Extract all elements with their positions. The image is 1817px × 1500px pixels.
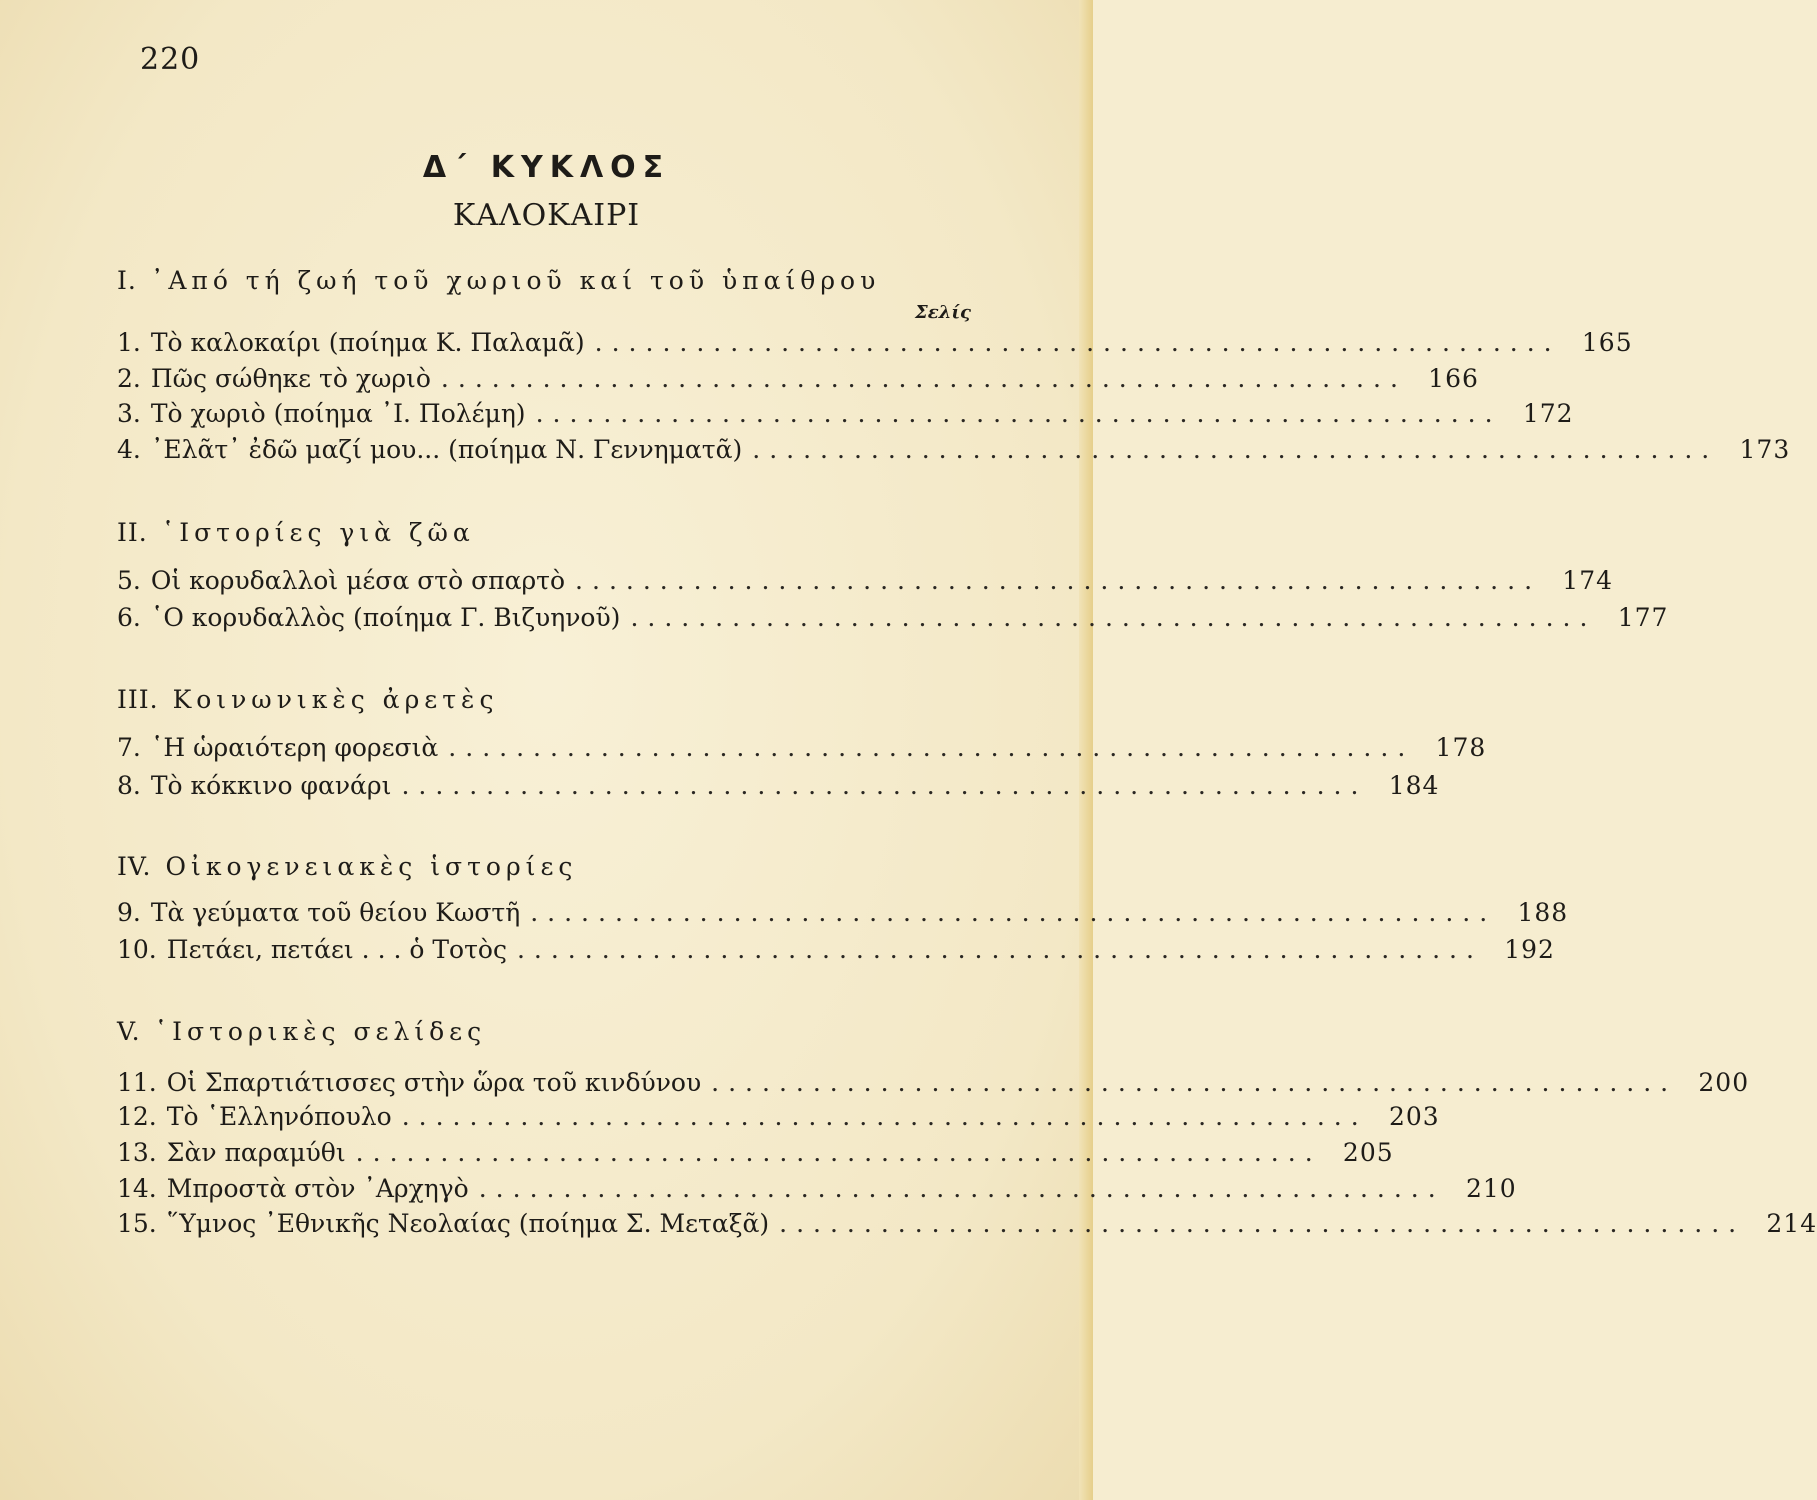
entry-title: ῞Υμνος ᾿Εθνικῆς Νεολαίας (ποίημα Σ. Μεταξᾶ) (166, 1209, 770, 1238)
toc-entry (117, 1138, 1394, 1172)
group-heading (117, 852, 577, 881)
entry-number: 9. (117, 898, 141, 927)
entry-number: 7. (117, 733, 141, 762)
entry-page: 178 (1435, 733, 1487, 762)
entry-number: 12. (117, 1102, 157, 1131)
group-title: Κοινωνικὲς ἀρετὲς (172, 685, 499, 714)
entry-number: 2. (117, 364, 141, 393)
entry-title: Τὸ χωριὸ (ποίημα ᾿Ι. Πολέμη) (150, 399, 526, 428)
dot-leader: ......................................................... (594, 328, 1561, 357)
dot-leader: ......................................................... (752, 435, 1719, 464)
entry-title: Τὸ καλοκαίρι (ποίημα Κ. Παλαμᾶ) (150, 328, 585, 357)
entry-page: 188 (1517, 898, 1569, 927)
group-title: ᾿Από τή ζωή τοῦ χωριοῦ καί τοῦ ὑπαίθρου (150, 266, 881, 295)
group-title: ῾Ιστορίες γιὰ ζῶα (161, 518, 475, 547)
dot-leader: ......................................................... (630, 603, 1597, 632)
group-numeral: I. (117, 266, 137, 295)
entry-title: Μπροστὰ στὸν ᾿Αρχηγὸ (166, 1174, 469, 1203)
toc-entry (117, 399, 1574, 433)
group-title: Οἰκογενειακὲς ἱστορίες (165, 852, 578, 881)
entry-page: 177 (1617, 603, 1669, 632)
group-numeral: II. (117, 518, 148, 547)
group-numeral: V. (117, 1017, 141, 1046)
group-title: ῾Ιστορικὲς σελίδες (154, 1017, 487, 1046)
entry-title: ᾿Ελᾶτ᾿ ἐδῶ μαζί μου... (ποίημα Ν. Γεννηματᾶ) (150, 435, 743, 464)
toc-entry (117, 898, 1569, 932)
entry-title: Τὸ κόκκινο φανάρι (150, 771, 392, 800)
entry-number: 14. (117, 1174, 157, 1203)
dot-leader: ......................................................... (530, 898, 1497, 927)
entry-number: 10. (117, 935, 157, 964)
entry-number: 13. (117, 1138, 157, 1167)
dot-leader: ......................................................... (401, 771, 1368, 800)
entry-number: 15. (117, 1209, 157, 1238)
toc-entry (117, 733, 1487, 767)
dot-leader: ......................................................... (355, 1138, 1322, 1167)
toc-entry (117, 328, 1633, 362)
entry-page: 210 (1465, 1174, 1517, 1203)
group-heading (117, 266, 880, 295)
entry-number: 3. (117, 399, 141, 428)
entry-page: 200 (1698, 1068, 1750, 1097)
entry-number: 11. (117, 1068, 157, 1097)
entry-page: 174 (1562, 566, 1614, 595)
toc-entry (117, 364, 1479, 398)
dot-leader: ......................................................... (779, 1209, 1746, 1238)
entry-page: 192 (1504, 935, 1555, 964)
entry-title: Τὸ ῾Ελληνόπουλο (166, 1102, 392, 1131)
entry-page: 173 (1739, 435, 1791, 464)
page-number: 220 (140, 42, 201, 77)
page-column-label: Σελίς (915, 302, 971, 323)
entry-title: Σὰν παραμύθι (166, 1138, 346, 1167)
entry-page: 205 (1342, 1138, 1394, 1167)
entry-page: 203 (1388, 1102, 1440, 1131)
entry-number: 4. (117, 435, 141, 464)
circle-title: Δ΄ ΚΥΚΛΟΣ (422, 150, 671, 185)
toc-entry (117, 603, 1669, 637)
group-numeral: IV. (117, 852, 152, 881)
dot-leader: ......................................................... (535, 399, 1502, 428)
toc-entry (117, 1209, 1817, 1243)
dot-leader: ......................................................... (575, 566, 1542, 595)
section-title: ΚΑΛΟΚΑΙΡΙ (452, 198, 641, 233)
toc-entry (117, 435, 1791, 469)
entry-page: 214 (1766, 1209, 1817, 1238)
entry-number: 8. (117, 771, 141, 800)
entry-title: Οἱ κορυδαλλοὶ μέσα στὸ σπαρτὸ (150, 566, 566, 595)
toc-entry (117, 1102, 1440, 1136)
toc-entry (117, 935, 1555, 969)
dot-leader: ......................................................... (478, 1174, 1445, 1203)
toc-entry (117, 1068, 1750, 1102)
entry-number: 5. (117, 566, 141, 595)
group-heading (117, 685, 498, 714)
entry-number: 1. (117, 328, 141, 357)
group-heading (117, 518, 475, 547)
entry-page: 165 (1581, 328, 1633, 357)
dot-leader: ......................................................... (711, 1068, 1678, 1097)
dot-leader: ......................................................... (516, 935, 1483, 964)
entry-title: Οἱ Σπαρτιάτισσες στὴν ὥρα τοῦ κινδύνου (166, 1068, 702, 1097)
dot-leader: ......................................................... (448, 733, 1415, 762)
group-numeral: III. (117, 685, 159, 714)
entry-page: 184 (1388, 771, 1440, 800)
toc-entry (117, 1174, 1517, 1208)
group-heading (117, 1017, 486, 1046)
entry-page: 166 (1428, 364, 1479, 393)
entry-title: Τὰ γεύματα τοῦ θείου Κωστῆ (150, 898, 521, 927)
entry-title: Πετάει, πετάει . . . ὁ Τοτὸς (166, 935, 507, 964)
toc-entry (117, 771, 1440, 805)
toc-entry (117, 566, 1614, 600)
dot-leader: ......................................................... (440, 364, 1407, 393)
entry-title: ῾Η ὡραιότερη φορεσιὰ (150, 733, 439, 762)
entry-title: Πῶς σώθηκε τὸ χωριὸ (150, 364, 431, 393)
entry-title: ῾Ο κορυδαλλὸς (ποίημα Γ. Βιζυηνοῦ) (150, 603, 621, 632)
entry-number: 6. (117, 603, 141, 632)
entry-page: 172 (1522, 399, 1574, 428)
dot-leader: ......................................................... (401, 1102, 1368, 1131)
